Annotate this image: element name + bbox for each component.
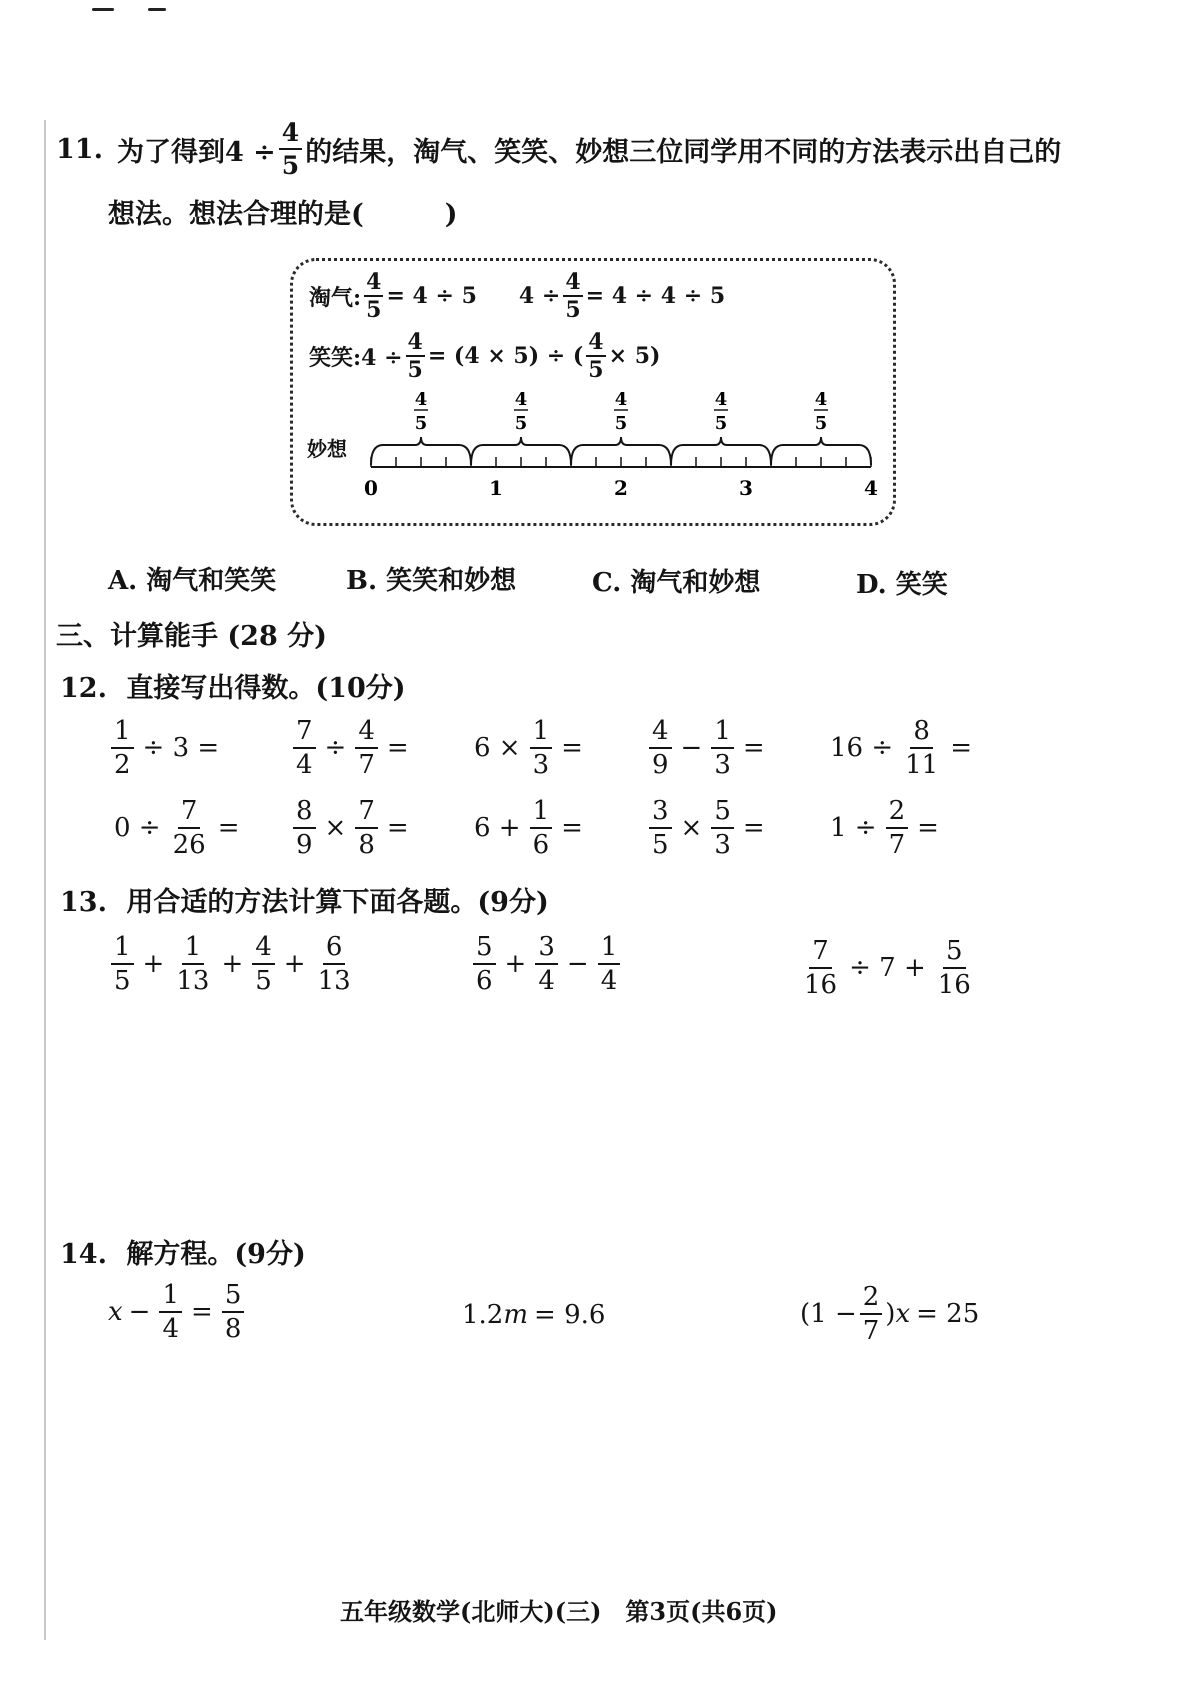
coefficient: 1.2 <box>462 1300 504 1330</box>
prefix: 0 ÷ <box>114 813 161 843</box>
frac-num: 1 <box>530 798 553 829</box>
frac-den: 13 <box>176 966 210 996</box>
frac-den: 13 <box>317 966 351 996</box>
oral-calc-item <box>468 798 589 858</box>
choice-label: A. <box>108 566 138 596</box>
frac-den: 5 <box>281 151 300 180</box>
fraction <box>935 938 974 998</box>
fraction <box>111 934 134 994</box>
taoqi-fraction-2 <box>563 271 582 321</box>
q13-title-row <box>60 880 549 919</box>
fraction <box>111 718 134 778</box>
var-x: x <box>108 1297 123 1327</box>
operator: − <box>680 733 703 763</box>
frac-den: 5 <box>366 297 382 323</box>
frac-num: 4 <box>252 934 275 965</box>
oral-calc-item <box>290 798 415 858</box>
segment-fraction-num: 4 <box>614 389 628 410</box>
segment-fraction-den: 5 <box>614 413 628 434</box>
frac-den: 11 <box>905 750 939 780</box>
frac-num: 5 <box>473 934 496 965</box>
frac-den: 16 <box>937 970 971 1000</box>
frac-num: 8 <box>910 718 933 749</box>
frac-num: 4 <box>366 269 382 295</box>
frac-num: 8 <box>293 798 316 829</box>
frac-num: 1 <box>530 718 553 749</box>
xiaoxiao-eq: = (4 × 5) ÷ ( <box>427 343 584 369</box>
fraction <box>159 1282 182 1342</box>
frac-den: 7 <box>888 830 906 860</box>
operator: − <box>128 1297 151 1327</box>
tail: ÷ 3 = <box>142 733 220 763</box>
oral-calc-item <box>108 718 225 778</box>
operator: ÷ <box>324 733 347 763</box>
frac-den: 4 <box>600 966 618 996</box>
frac-den: 5 <box>114 966 131 996</box>
section-title: 三、计算能手 (28 分) <box>56 621 327 652</box>
q11-text-b: 的结果，淘气、笑笑、妙想三位同学用不同的方法表示出自己的 <box>305 136 1062 168</box>
prefix: 6 + <box>474 813 521 843</box>
frac-num: 4 <box>355 718 378 749</box>
frac-num: 3 <box>535 934 558 965</box>
rhs: = 25 <box>916 1299 980 1329</box>
operator: − <box>566 949 589 979</box>
frac-den: 5 <box>565 297 581 323</box>
taoqi-eq2: = 4 ÷ 4 ÷ 5 <box>585 283 726 309</box>
oral-calc-item <box>290 718 415 778</box>
equals: = <box>191 1297 213 1327</box>
fraction <box>293 798 316 858</box>
frac-den: 9 <box>296 830 313 860</box>
fraction <box>530 718 553 778</box>
operator: × <box>680 813 703 843</box>
fraction <box>535 934 558 994</box>
operator: + <box>221 949 244 979</box>
taoqi-row <box>309 271 725 321</box>
tail: = <box>950 733 973 763</box>
choice-c[interactable] <box>592 562 760 599</box>
frac-den: 8 <box>224 1314 242 1344</box>
prefix: 16 ÷ <box>830 733 894 763</box>
q13-expression-2 <box>470 934 623 994</box>
fraction <box>170 798 209 858</box>
prefix: 6 × <box>474 733 521 763</box>
choice-text: 淘气和笑笑 <box>146 566 277 596</box>
q13-title: 用合适的方法计算下面各题。(9分) <box>126 887 549 918</box>
frac-num: 1 <box>111 934 134 965</box>
q13-expression-1 <box>108 934 357 994</box>
q12-number: 12. <box>60 673 107 704</box>
frac-den: 6 <box>532 830 550 860</box>
page-footer: 五年级数学(北师大)(三) 第3页(共6页) <box>340 1597 778 1626</box>
paren-close: ) <box>885 1299 896 1329</box>
segment-fraction-den: 5 <box>514 413 528 434</box>
tail: = <box>386 813 409 843</box>
fraction <box>222 1282 245 1342</box>
choice-text: 淘气和妙想 <box>630 568 761 598</box>
choice-a[interactable] <box>108 560 276 597</box>
q11-line2: 想法。想法合理的是( ) <box>108 199 458 230</box>
xiaoxiao-tail: × 5) <box>608 343 661 369</box>
axis-label: 3 <box>739 476 753 500</box>
frac-num: 7 <box>355 798 378 829</box>
q13-expression-3 <box>798 938 977 998</box>
frac-den: 5 <box>588 357 604 383</box>
choice-b[interactable] <box>346 560 516 597</box>
frac-num: 1 <box>598 934 621 965</box>
fraction <box>649 798 672 858</box>
rhs: = 9.6 <box>534 1300 606 1330</box>
tail: = <box>386 733 409 763</box>
frac-num: 1 <box>159 1282 182 1313</box>
choice-label: C. <box>592 568 622 598</box>
frac-num: 5 <box>222 1282 245 1313</box>
frac-den: 3 <box>714 830 731 860</box>
segment-fraction-num: 4 <box>814 389 828 410</box>
fraction <box>315 934 354 994</box>
axis-label: 0 <box>364 476 378 500</box>
fraction <box>355 718 378 778</box>
frac-num: 4 <box>588 329 604 355</box>
oral-calc-item <box>468 718 589 778</box>
frac-den: 4 <box>538 966 555 996</box>
frac-num: 4 <box>565 269 581 295</box>
frac-num: 2 <box>886 798 909 829</box>
axis-label: 4 <box>864 476 878 500</box>
segment-fraction-den: 5 <box>714 413 728 434</box>
frac-num: 4 <box>407 329 423 355</box>
frac-den: 5 <box>652 830 669 860</box>
tail: = <box>217 813 240 843</box>
frac-den: 2 <box>114 750 131 780</box>
frac-num: 6 <box>323 934 346 965</box>
q14-equation-3 <box>800 1284 979 1344</box>
fraction <box>902 718 941 778</box>
frac-den: 7 <box>862 1316 880 1346</box>
operator: × <box>324 813 347 843</box>
frac-num: 5 <box>943 938 966 969</box>
q11-methods-box <box>290 258 896 526</box>
frac-den: 3 <box>532 750 550 780</box>
fraction <box>530 798 553 858</box>
frac-den: 9 <box>652 750 669 780</box>
frac-den: 3 <box>714 750 731 780</box>
choice-label: B. <box>346 566 378 596</box>
segment-fraction-num: 4 <box>414 389 428 410</box>
fraction <box>886 798 909 858</box>
tail: = <box>561 733 583 763</box>
fraction <box>801 938 840 998</box>
operator: + <box>504 949 527 979</box>
taoqi-label: 淘气: <box>309 284 362 311</box>
segment-fraction-den: 5 <box>414 413 428 434</box>
taoqi-fraction <box>364 271 383 321</box>
frac-num: 4 <box>649 718 672 749</box>
q14-number: 14. <box>60 1239 107 1270</box>
frac-num: 1 <box>111 718 134 749</box>
fraction <box>860 1284 883 1344</box>
fraction <box>473 934 496 994</box>
margin-line <box>44 120 46 1640</box>
q11-text-a: 为了得到4 ÷ <box>116 136 276 168</box>
fraction <box>598 934 621 994</box>
prefix: 1 ÷ <box>830 813 877 843</box>
miaoxiang-label: 妙想 <box>307 437 347 461</box>
fraction <box>649 718 672 778</box>
fraction <box>711 718 734 778</box>
axis-label: 1 <box>489 476 503 500</box>
q12-title-row <box>60 666 406 705</box>
frac-num: 5 <box>711 798 734 829</box>
fraction <box>173 934 212 994</box>
taoqi-pre2: 4 ÷ <box>518 283 561 309</box>
segment-fraction-num: 4 <box>714 389 728 410</box>
oral-calc-item <box>108 798 245 858</box>
operator: ÷ 7 + <box>849 953 926 983</box>
frac-num: 7 <box>178 798 201 829</box>
top-scan-mark <box>92 8 114 11</box>
axis-label: 2 <box>614 476 628 500</box>
miaoxiang-number-line <box>361 371 881 521</box>
frac-den: 5 <box>255 966 272 996</box>
paren-open: (1 − <box>800 1299 857 1329</box>
var-m: m <box>503 1300 529 1330</box>
q11-number: 11. <box>56 133 103 165</box>
segment-fraction-den: 5 <box>814 413 828 434</box>
choice-text: 笑笑和妙想 <box>386 566 517 596</box>
frac-num: 7 <box>809 938 832 969</box>
frac-den: 7 <box>358 750 375 780</box>
q13-number: 13. <box>60 887 107 918</box>
frac-num: 2 <box>860 1284 883 1315</box>
frac-den: 4 <box>296 750 313 780</box>
fraction <box>293 718 316 778</box>
operator: + <box>283 949 306 979</box>
q14-equation-2 <box>462 1300 605 1330</box>
frac-num: 1 <box>711 718 734 749</box>
tail: = <box>917 813 939 843</box>
frac-den: 6 <box>476 966 493 996</box>
tail: = <box>561 813 583 843</box>
top-scan-mark <box>148 8 166 11</box>
q14-title-row <box>60 1232 306 1271</box>
choice-label: D. <box>856 570 887 600</box>
operator: + <box>142 949 165 979</box>
oral-calc-item <box>824 798 945 858</box>
var-x: x <box>895 1299 911 1329</box>
fraction <box>252 934 275 994</box>
choice-d[interactable] <box>856 564 948 601</box>
tail: = <box>742 813 765 843</box>
fraction <box>711 798 734 858</box>
tail: = <box>742 733 765 763</box>
frac-num: 1 <box>182 934 205 965</box>
frac-num: 3 <box>649 798 672 829</box>
xiaoxiao-label: 笑笑:4 ÷ <box>309 344 403 371</box>
frac-den: 16 <box>804 970 838 1000</box>
frac-den: 26 <box>172 830 206 860</box>
taoqi-eq1: = 4 ÷ 5 <box>386 283 477 309</box>
q12-title: 直接写出得数。(10分) <box>126 673 406 704</box>
q14-title: 解方程。(9分) <box>126 1239 306 1270</box>
q11-line1 <box>56 120 1061 178</box>
frac-den: 8 <box>358 830 375 860</box>
frac-den: 4 <box>162 1314 180 1344</box>
oral-calc-item <box>824 718 978 778</box>
oral-calc-item <box>646 798 771 858</box>
frac-num: 4 <box>279 120 302 150</box>
q14-equation-1 <box>108 1282 247 1342</box>
segment-fraction-num: 4 <box>514 389 528 410</box>
choice-text: 笑笑 <box>895 570 948 600</box>
oral-calc-item <box>646 718 771 778</box>
frac-den: 5 <box>407 357 423 383</box>
frac-num: 7 <box>293 718 316 749</box>
fraction <box>355 798 378 858</box>
q11-fraction <box>279 120 302 178</box>
